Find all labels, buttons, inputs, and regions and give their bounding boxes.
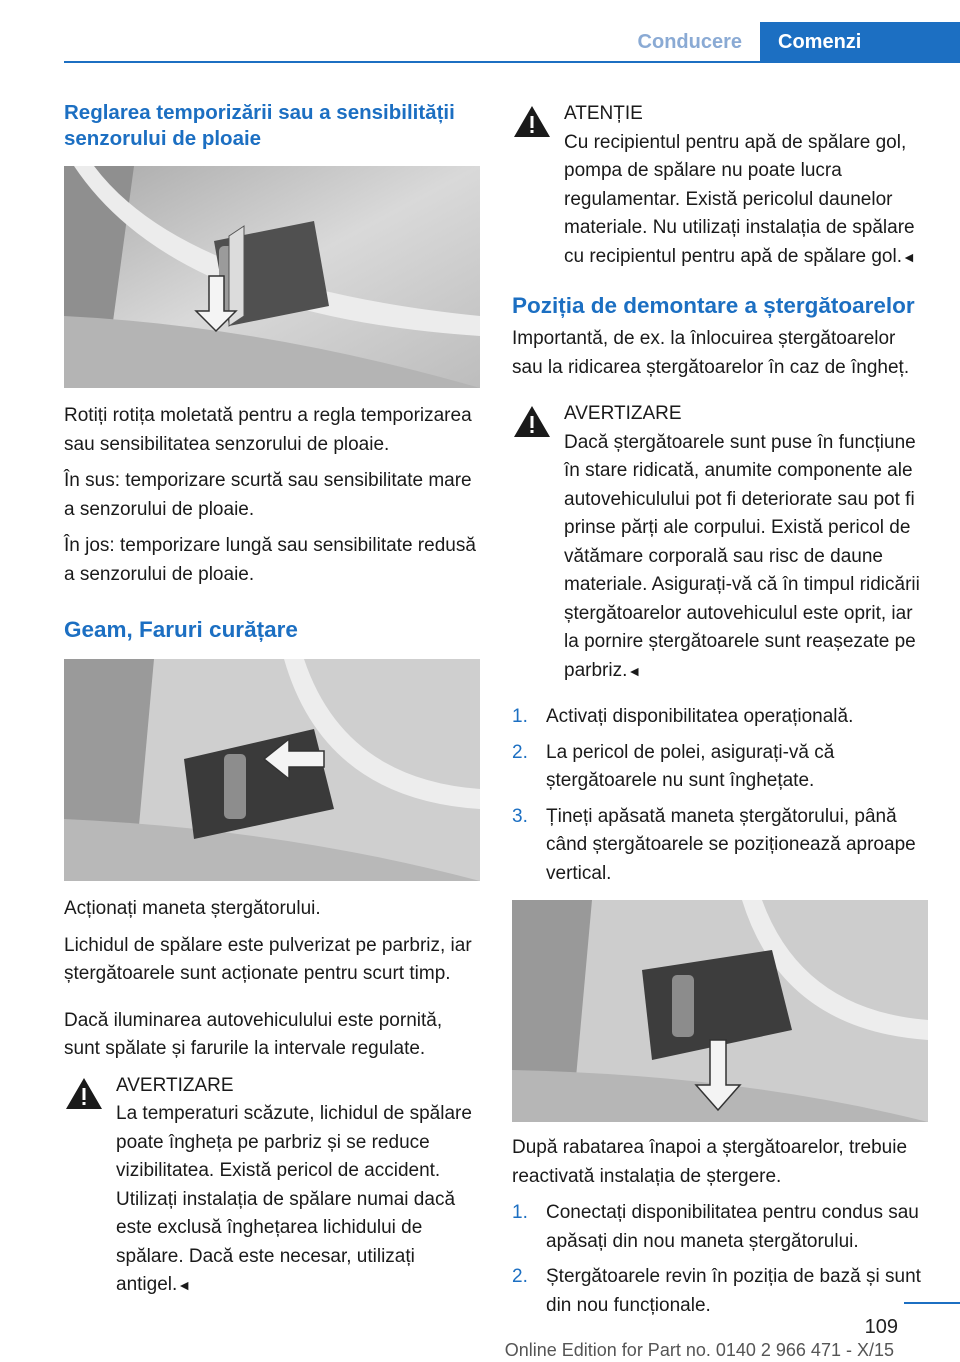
list-item bbox=[512, 1199, 930, 1256]
right-column bbox=[512, 100, 930, 1327]
para-up: În sus: temporizare scurtă sau sensibilitate mare a senzorului de ploaie. bbox=[64, 470, 472, 520]
heading-washer: Geam, Faruri curățare bbox=[64, 617, 298, 642]
para-headlights: Dacă iluminarea autovehiculului este pornită, sunt spălate și farurile la intervale regulate. bbox=[64, 1009, 443, 1059]
step-number: 1. bbox=[512, 706, 528, 727]
header-rule bbox=[64, 61, 960, 63]
caution-block-empty-reservoir bbox=[512, 100, 930, 271]
list-item bbox=[512, 703, 930, 732]
para-fluid-sprayed: Lichidul de spălare este pulverizat pe parbriz, iar ștergătoarele sunt acționate pentru scurt timp. bbox=[64, 934, 472, 984]
header-tabs bbox=[622, 22, 960, 62]
left-column bbox=[64, 100, 480, 1300]
section-tab[interactable]: Conducere bbox=[622, 22, 760, 62]
warning-text-wrap bbox=[64, 1100, 480, 1300]
steps-service-position bbox=[512, 703, 930, 888]
step-number: 2. bbox=[512, 1266, 528, 1287]
warning-text-wrap bbox=[512, 429, 930, 686]
end-mark: ◄ bbox=[177, 1277, 192, 1293]
warning-triangle-icon bbox=[512, 404, 552, 439]
footer-rule bbox=[904, 1302, 960, 1304]
warning-triangle-icon bbox=[512, 104, 552, 139]
photo-wiper-stalk-hold bbox=[512, 900, 928, 1122]
warning-block-raised-wipers bbox=[512, 400, 930, 685]
end-mark: ◄ bbox=[902, 248, 916, 265]
photo-wiper-stalk-push bbox=[64, 659, 480, 881]
heading-service-position: Poziția de demontare a ștergătoarelor bbox=[512, 293, 915, 318]
warning-title: AVERTIZARE bbox=[564, 403, 682, 424]
para-operate-stalk: Acționați maneta ștergătorului. bbox=[64, 898, 321, 919]
list-item bbox=[512, 803, 930, 889]
para-rotate-wheel: Rotiți rotița moletată pentru a regla temporizarea sau sensibilitatea senzorului de ploaie. bbox=[64, 405, 472, 455]
step-number: 3. bbox=[512, 805, 528, 827]
para-after-folding: După rabatarea înapoi a ștergătoarelor, trebuie reactivată instalația de ștergere. bbox=[512, 1137, 908, 1187]
step-number: 2. bbox=[512, 741, 528, 763]
caution-text: Cu recipientul pentru apă de spălare gol, pompa de spălare nu poate lucra regulamentar. Există pericolul daunelor materiale. Nu utilizați instalația de spălare cu recipientul pentru apă de spălare gol. bbox=[564, 131, 915, 267]
list-item bbox=[512, 739, 930, 796]
photo-wiper-stalk-rotary-wheel bbox=[64, 166, 480, 388]
list-item bbox=[512, 1263, 930, 1320]
step-text: Activați disponibilitatea operațională. bbox=[546, 706, 854, 727]
caution-text-wrap bbox=[512, 129, 930, 272]
end-mark: ◄ bbox=[627, 662, 642, 679]
step-text: Țineți apăsată maneta ștergătorului, până când ștergătoarele se poziționează aproape vertical. bbox=[546, 805, 916, 884]
caution-title: ATENȚIE bbox=[564, 103, 643, 124]
step-number: 1. bbox=[512, 1202, 528, 1223]
footer-edition: Online Edition for Part no. 0140 2 966 471 - X/15 bbox=[504, 1340, 894, 1360]
steps-reactivate bbox=[512, 1199, 930, 1320]
chapter-tab[interactable]: Comenzi bbox=[760, 22, 960, 62]
para-down: În jos: temporizare lungă sau sensibilitate redusă a senzorului de ploaie. bbox=[64, 535, 476, 585]
warning-block-antifreeze bbox=[64, 1072, 480, 1300]
heading-rain-sensor: Reglarea temporizării sau a sensibilității senzorului de ploaie bbox=[64, 101, 455, 150]
step-text: Ștergătoarele revin în poziția de bază și sunt din nou funcționale. bbox=[546, 1266, 921, 1316]
page-number: 109 bbox=[864, 1316, 898, 1338]
para-service-intro: Importantă, de ex. la înlocuirea ștergătoarelor sau la ridicarea ștergătoarelor în caz de îngheț. bbox=[512, 328, 910, 378]
warning-text: Dacă ștergătoarele sunt puse în funcțiune în stare ridicată, anumite componente ale autovehiculului pot fi deteriorate sau pot fi prinse părți ale corpului. Există pericol de vătămare corporală sau risc de daune materiale. Asigurați-vă că în timpul ridicării ștergătoarelor autovehiculul este oprit, iar la pornire ștergătoarele sunt reașezate pe parbriz. bbox=[564, 431, 920, 681]
step-text: Conectați disponibilitatea pentru condus sau apăsați din nou maneta ștergătorului. bbox=[546, 1202, 919, 1252]
step-text: La pericol de polei, asigurați-vă că ștergătoarele nu sunt înghețate. bbox=[546, 741, 835, 791]
warning-triangle-icon bbox=[64, 1076, 104, 1111]
warning-title: AVERTIZARE bbox=[116, 1074, 234, 1096]
warning-text: La temperaturi scăzute, lichidul de spălare poate îngheța pe parbriz și se reduce vizibilitatea. Există pericol de accident. Utilizați instalația de spălare numai dacă este exclusă înghețarea lichidului de spălare. Dacă este necesar, utilizați antigel. bbox=[116, 1103, 472, 1295]
